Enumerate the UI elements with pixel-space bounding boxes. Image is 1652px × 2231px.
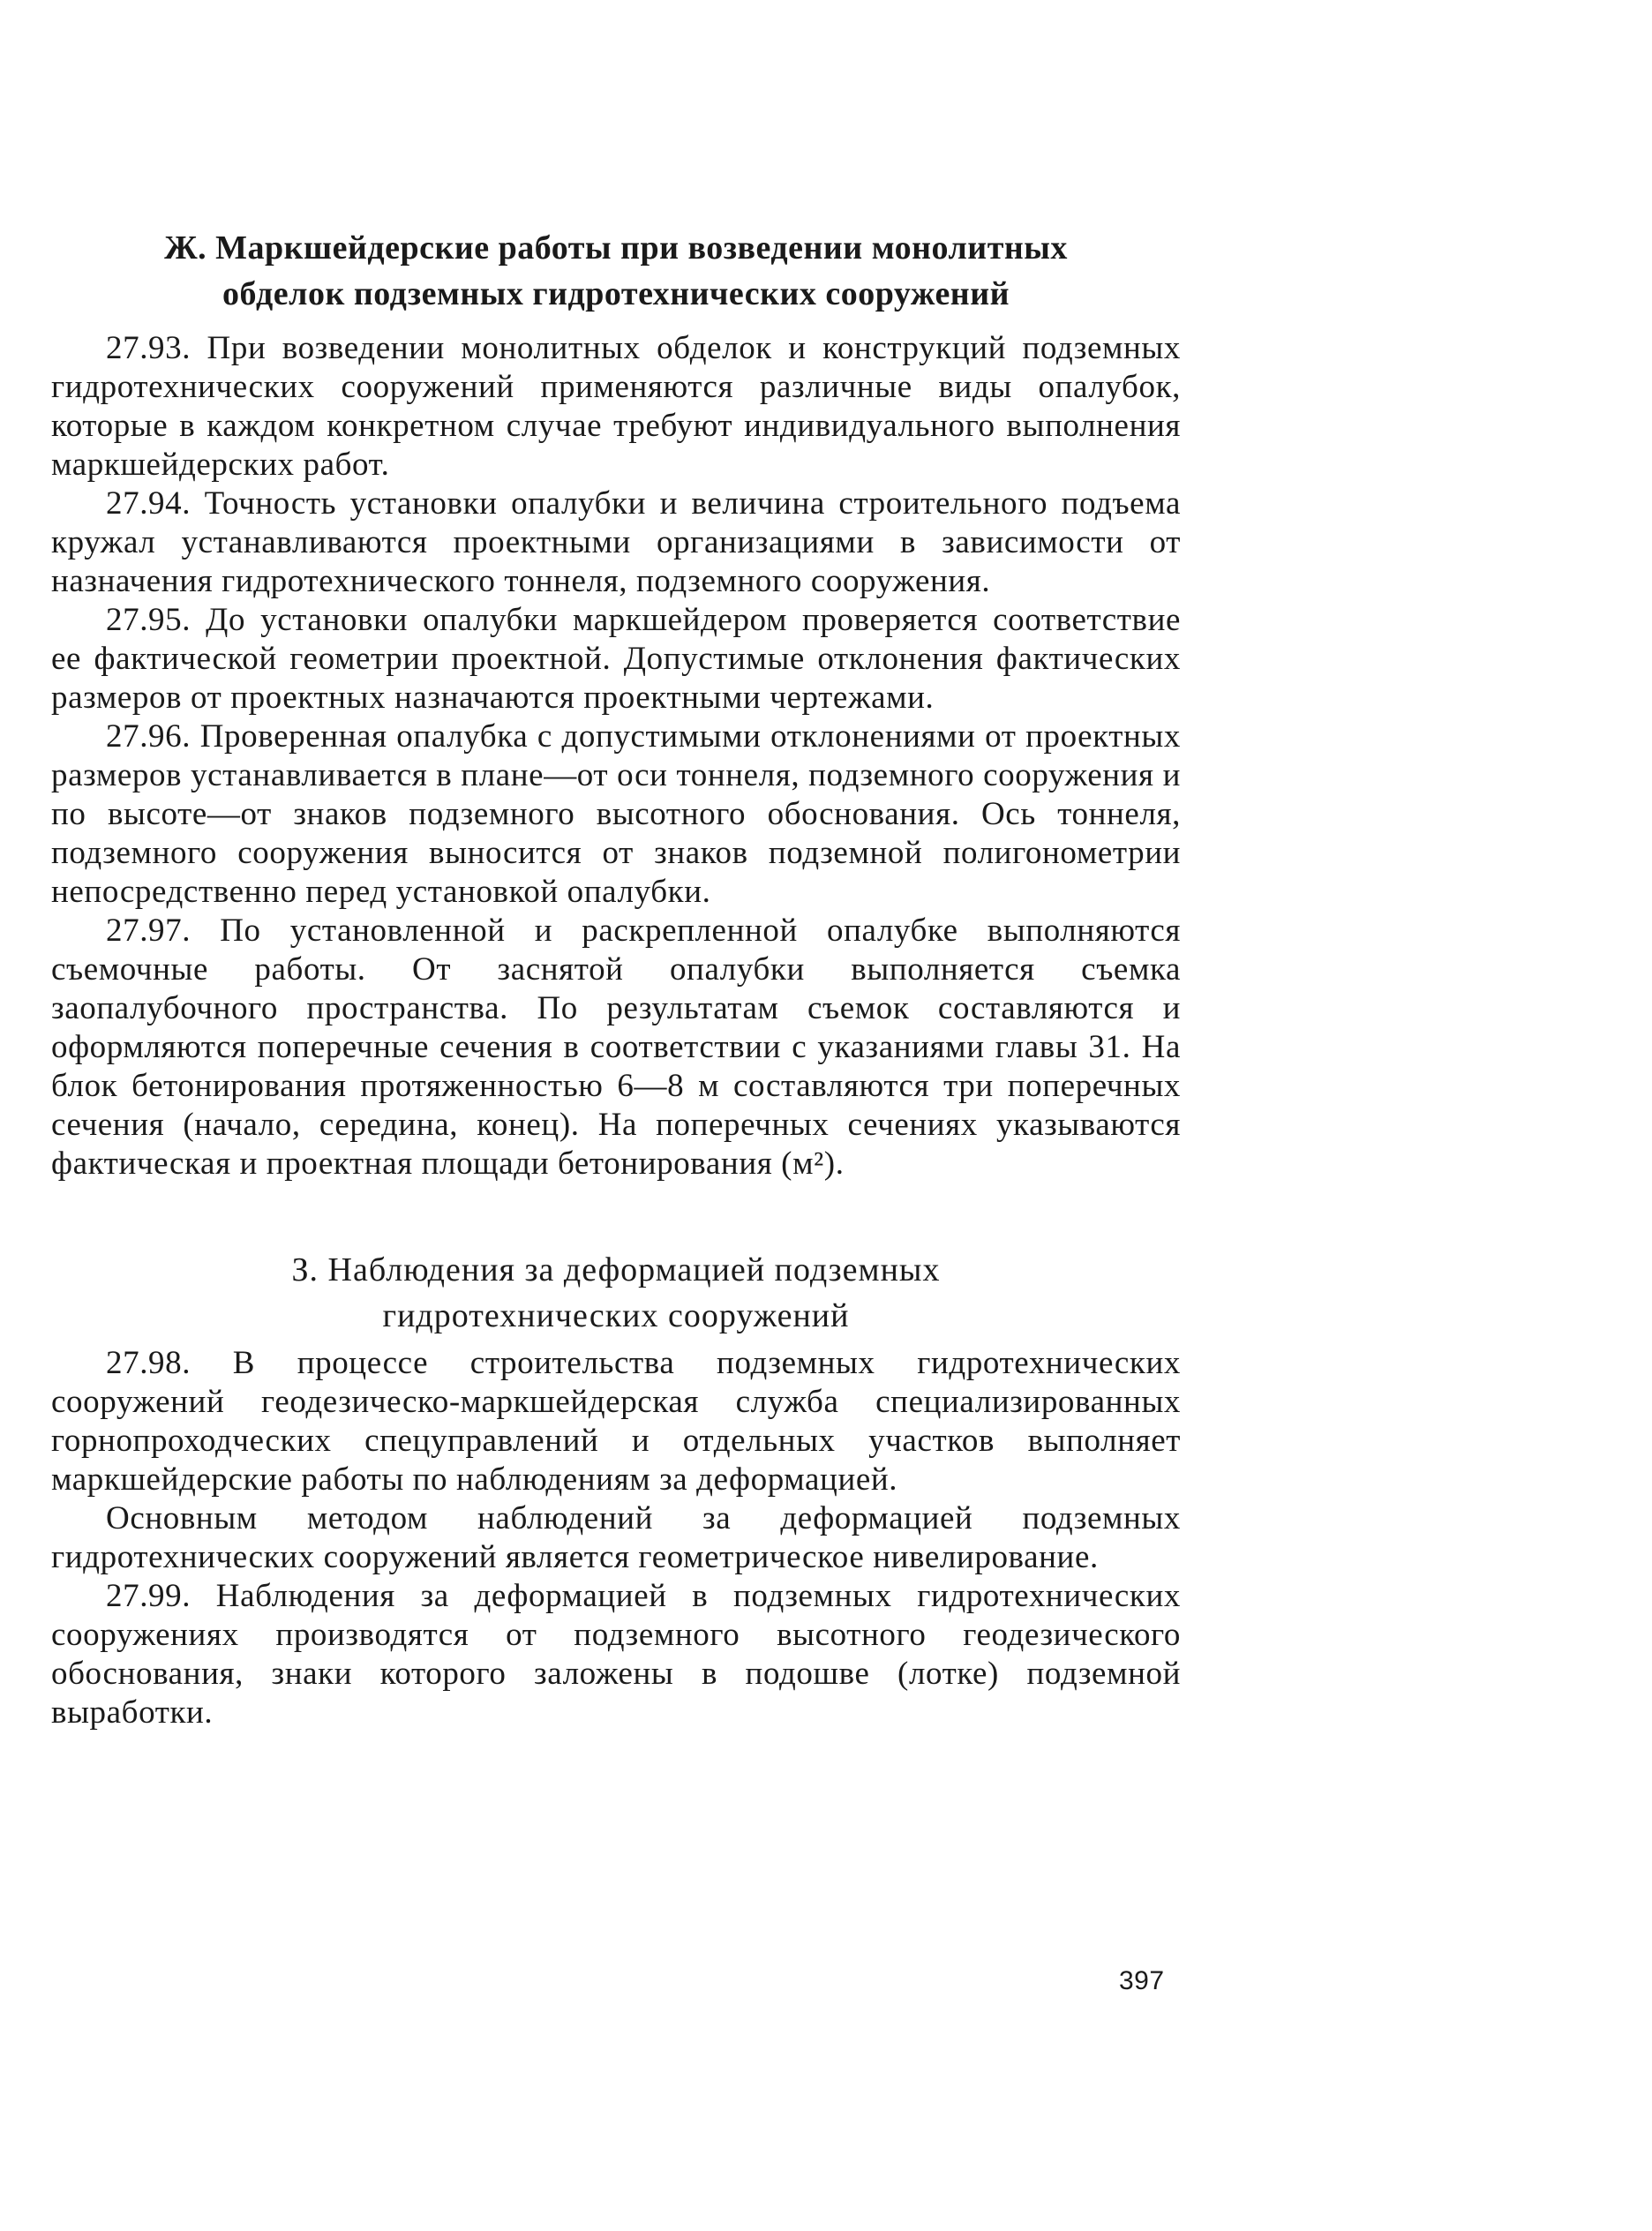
section-title-z <box>51 1247 1181 1339</box>
section-title-z-line-1: З. Наблюдения за деформацией подземных <box>291 1251 941 1288</box>
paragraph-27-93: 27.93. При возведении монолитных обделок и конструкций подземных гидротехнических сооружений применяются различные виды опалубок, которые в каждом конкретном случае требуют индивидуального выполнения маркшейдерских работ. <box>51 330 1181 483</box>
section-title-z-line-2: гидротехнических сооружений <box>382 1297 850 1334</box>
page-number: 397 <box>1119 1966 1165 1995</box>
paragraph-27-98: 27.98. В процессе строительства подземных гидротехнических сооружений геодезическо-маркшейдерская служба специализированных горнопроходческих спецуправлений и отдельных участков выполняет маркшейдерские работы по наблюдениям за деформацией. <box>51 1345 1181 1498</box>
page-body <box>51 225 1181 1732</box>
paragraph-main-method: Основным методом наблюдений за деформацией подземных гидротехнических сооружений является геометрическое нивелирование. <box>51 1500 1181 1575</box>
spacer <box>51 1183 1181 1247</box>
section-title-zh <box>51 225 1181 317</box>
paragraph-27-99: 27.99. Наблюдения за деформацией в подземных гидротехнических сооружениях производятся от подземного высотного геодезического обоснования, знаки которого заложены в подошве (лотке) подземной выработки. <box>51 1578 1181 1731</box>
paragraph-27-94: 27.94. Точность установки опалубки и величина строительного подъема кружал устанавливаются проектными организациями в зависимости от назначения гидротехнического тоннеля, подземного сооружения. <box>51 485 1181 599</box>
section-title-zh-line-2: обделок подземных гидротехнических сооружений <box>222 275 1010 312</box>
section-title-zh-line-1: Ж. Маркшейдерские работы при возведении монолитных <box>164 229 1068 267</box>
paragraph-27-96: 27.96. Проверенная опалубка с допустимыми отклонениями от проектных размеров устанавливается в плане—от оси тоннеля, подземного сооружения и по высоте—от знаков подземного высотного обоснования. Ось тоннеля, подземного сооружения выносится от знаков подземной полигонометрии непосредственно перед установкой опалубки. <box>51 718 1181 910</box>
paragraph-27-95: 27.95. До установки опалубки маркшейдером проверяется соответствие ее фактической геометрии проектной. Допустимые отклонения фактических размеров от проектных назначаются проектными чертежами. <box>51 602 1181 716</box>
spacer <box>51 317 1181 329</box>
paragraph-27-97: 27.97. По установленной и раскрепленной опалубке выполняются съемочные работы. От заснятой опалубки выполняется съемка заопалубочного пространства. По результатам съемок составляются и оформляются поперечные сечения в соответствии с указаниями главы 31. На блок бетонирования протяженностью 6—8 м составляются три поперечных сечения (начало, середина, конец). На поперечных сечениях указываются фактическая и проектная площади бетонирования (м²). <box>51 913 1181 1182</box>
